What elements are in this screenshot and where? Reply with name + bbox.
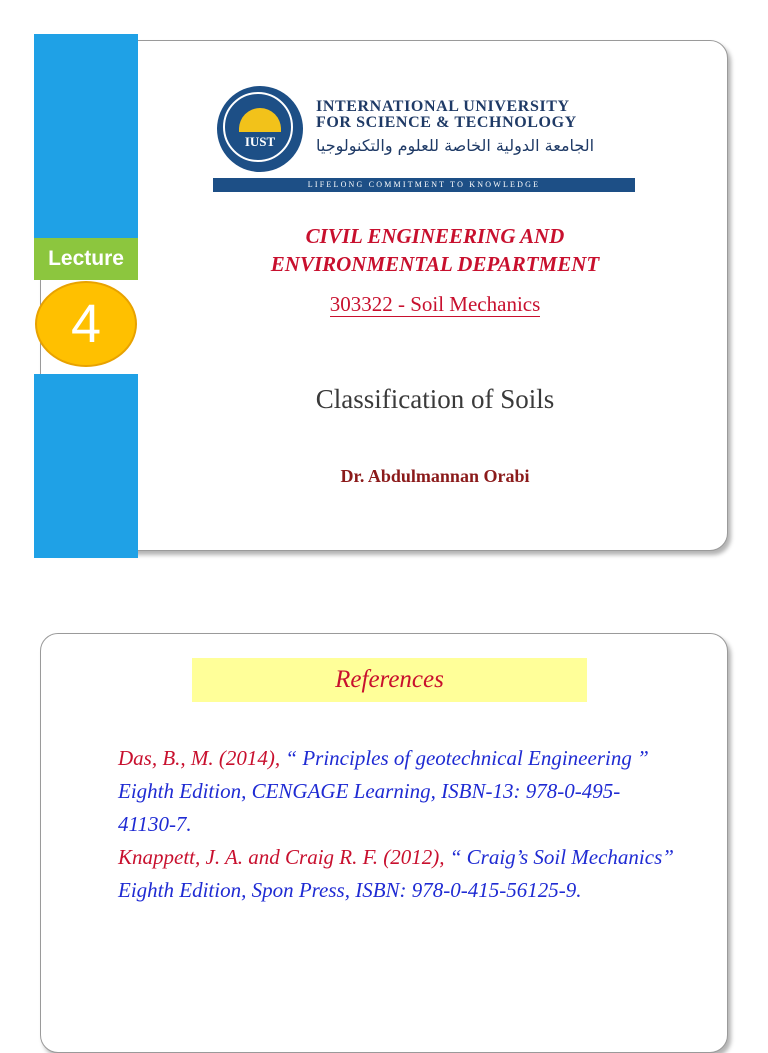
university-motto: LIFELONG COMMITMENT TO KNOWLEDGE <box>213 178 635 192</box>
course-title <box>200 292 670 317</box>
course-title-text: 303322 - Soil Mechanics <box>329 292 541 316</box>
side-bar-bottom <box>34 374 138 558</box>
university-logo <box>213 78 635 194</box>
university-name-line1: INTERNATIONAL UNIVERSITY <box>316 98 570 115</box>
references-list <box>118 742 678 907</box>
university-name-arabic: الجامعة الدولية الخاصة للعلوم والتكنولوجيا <box>316 136 595 155</box>
reference-details: “ Principles of geotechnical Engineering ” Eighth Edition, CENGAGE Learning, ISBN-13: 978-0-495-41130-7. <box>118 746 649 836</box>
seal-text: IUST <box>244 134 276 149</box>
department-line1: CIVIL ENGINEERING AND <box>305 224 565 248</box>
department-line2: ENVIRONMENTAL DEPARTMENT <box>270 252 600 276</box>
references-header: References <box>192 658 587 702</box>
author-name: Dr. Abdulmannan Orabi <box>340 466 530 486</box>
reference-item <box>118 742 678 841</box>
university-seal-icon <box>217 86 303 172</box>
university-name-line2: FOR SCIENCE & TECHNOLOGY <box>316 114 577 131</box>
side-bar-top <box>34 34 138 238</box>
reference-item <box>118 841 678 907</box>
lecture-number-badge: 4 <box>35 281 137 367</box>
lecture-title: Classification of Soils <box>315 384 555 414</box>
lecture-label: Lecture <box>34 238 138 280</box>
reference-authors: Knappett, J. A. and Craig R. F. (2012), <box>118 845 450 869</box>
reference-details: “ Craig’s Soil Mechanics” Eighth Edition, Spon Press, ISBN: 978-0-415-56125-9. <box>118 845 674 902</box>
reference-authors: Das, B., M. (2014), <box>118 746 286 770</box>
